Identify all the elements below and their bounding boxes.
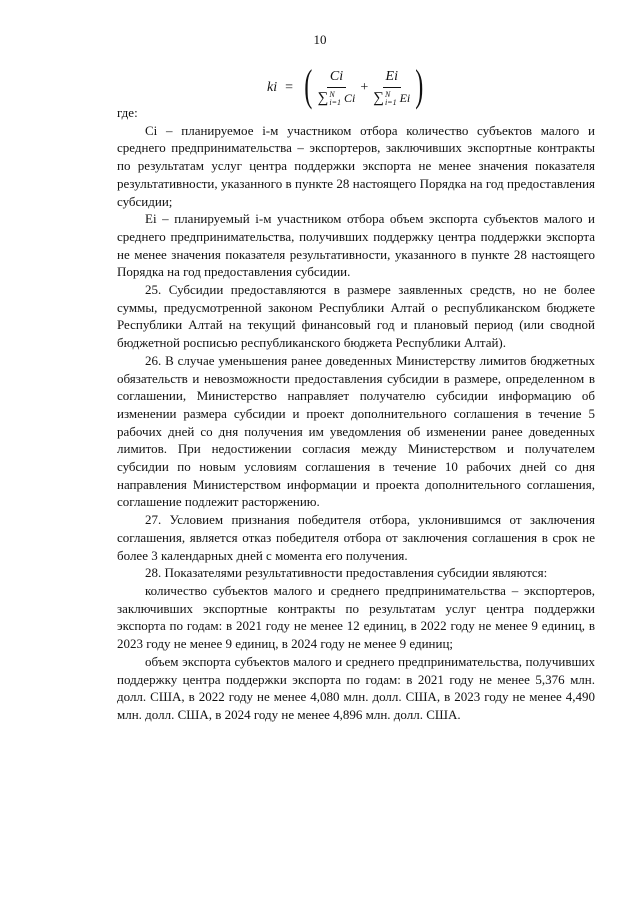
document-body — [117, 104, 595, 724]
fraction-numerator: Ci — [327, 69, 346, 88]
page-number: 10 — [313, 32, 327, 47]
clause-27: 27. Условием признания победителя отбора, уклонившимся от заключения соглашения, является отказ победителя отбора от заключения соглашения в срок не более 3 календарных дней с момента его получения. — [117, 512, 595, 563]
sum-lower-limit: i=1 — [329, 97, 341, 107]
where-label: где: — [117, 105, 138, 120]
sigma-symbol: ∑ — [373, 90, 384, 106]
formula-lhs: ki — [267, 80, 278, 95]
clause-26: 26. В случае уменьшения ранее доведенных Министерству лимитов бюджетных обязательств и невозможности предоставления субсидии в размере, определенном в соглашении, Министерство направляет получателю субсидии информацию об изменении размера субсидии и проект дополнительного соглашения в течение 5 рабочих дней со дня получения им уведомления об изменении ранее доведенных лимитов. При недостижении согласия между Министерством и получателем субсидии по новым условиям соглашения в течение 10 рабочих дней со дня направления Министерством информации и проекта дополнительного соглашения, соглашение подлежит расторжению. — [117, 352, 595, 510]
clause-25: 25. Субсидии предоставляются в размере заявленных средств, но не более суммы, предусмотренной законом Республики Алтай о республиканском бюджете Республики Алтай на текущий финансовый год и плановый период (или сводной бюджетной росписью республиканского бюджета Республики Алтай). — [117, 282, 595, 351]
sum-lower-limit: i=1 — [384, 97, 397, 107]
denominator-term: Ci — [344, 91, 356, 105]
indicator-exporters-count: количество субъектов малого и среднего предпринимательства – экспортеров, заключивших экспортные контракты по результатам услуг центра поддержки экспорта по годам: в 2021 году не менее 12 единиц, в 2022 году не менее 9 единиц, в 2023 году не менее 9 единиц, в 2024 году не менее 9 единиц; — [117, 582, 595, 652]
formula-fraction-ei — [373, 69, 410, 107]
formula-fraction-ci — [318, 69, 356, 107]
fraction-numerator: Ei — [383, 69, 401, 88]
sum-upper-limit: N — [329, 89, 335, 99]
clause-28: 28. Показателями результативности предоставления субсидии являются: — [145, 565, 548, 581]
sigma-symbol: ∑ — [317, 90, 329, 106]
definition-ci: Ci – планируемое i-м участником отбора количество субъектов малого и среднего предпринимательства – экспортеров, заключивших экспортные контракты по результатам услуг центра поддержки экспорта не менее значения показателя результативности, указанного в пункте 28 настоящего Порядка на год предоставления субсидии; — [117, 122, 595, 209]
formula-plus: + — [360, 80, 369, 95]
indicator-export-volume: объем экспорта субъектов малого и среднего предпринимательства, получивших поддержку центра поддержки экспорта по годам: в 2021 году не менее 5,376 млн. долл. США, в 2022 году не менее 4,080 млн. долл. США, в 2023 году не менее 4,490 млн. долл. США, в 2024 году не менее 4,896 млн. долл. США. — [117, 653, 595, 722]
denominator-term: Ei — [399, 91, 411, 105]
sum-upper-limit: N — [384, 89, 391, 99]
formula-paren-open: ( — [304, 61, 313, 110]
definition-ei: Ei – планируемый i-м участником отбора объем экспорта субъектов малого и среднего предпринимательства, получивших поддержку центра поддержки экспорта не менее значения показателя результативности, указанного в пункте 28 настоящего Порядка на год предоставления субсидии. — [117, 211, 595, 280]
formula-paren-close: ) — [415, 61, 424, 110]
formula-equals: = — [285, 80, 294, 95]
